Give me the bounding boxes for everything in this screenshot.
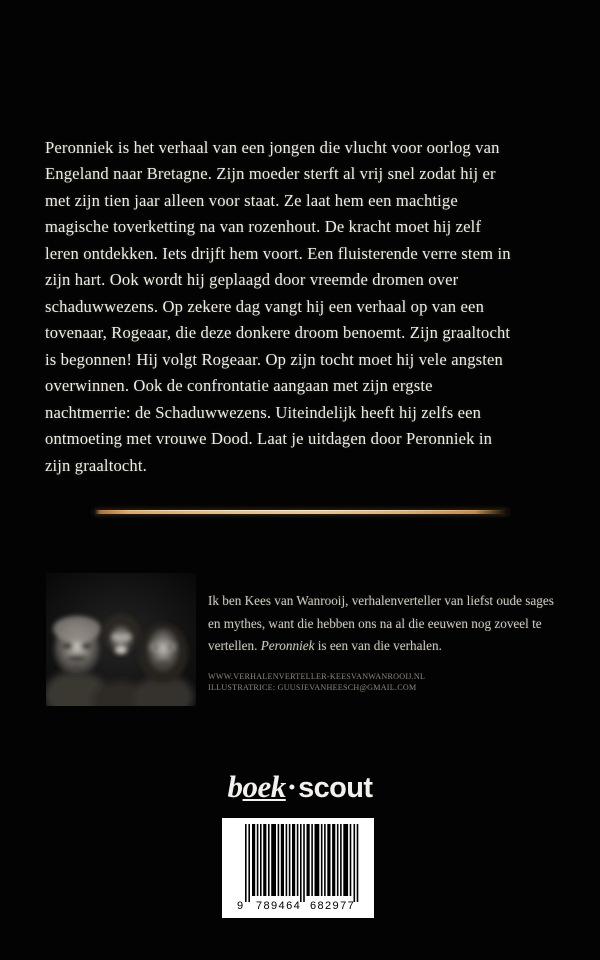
illustrator-email[interactable]: ILLUSTRATRICE: GUUSJEVANHEESCH@GMAIL.COM bbox=[208, 683, 417, 693]
publisher-b: b bbox=[227, 769, 243, 804]
blurb-text: Peronniek is het verhaal van een jongen die vlucht voor oorlog van Engeland naar Bretagne. Zijn moeder sterft al vrij snel zodat hij er met zijn tien jaar alleen voor staat. Ze laat hem een machtige magische toverketting na van rozenhout. De kracht moet hij zelf leren ontdekken. Iets drijft hem voort. Een fluisterende verre stem in zijn hart. Ook wordt hij geplaagd door vreemde dromen over schaduwwezens. Op zekere dag vangt hij een verhaal op van een tovenaar, Rogeaar, die deze donkere droom benoemt. Zijn graaltocht is begonnen! Hij volgt Rogeaar. Op zijn tocht moet hij vele angsten overwinnen. Ook de confrontatie aangaan met zijn ergste nachtmerrie: de Schaduwwezens. Uiteindelijk heeft hij zelfs een ontmoeting met vrouwe Dood. Laat je uitdagen door Peronniek in zijn graaltocht. bbox=[45, 137, 511, 475]
publisher-logo bbox=[0, 768, 600, 807]
author-bio bbox=[208, 590, 556, 657]
barcode-group-left: 789464 bbox=[256, 900, 302, 912]
isbn-barcode bbox=[222, 818, 374, 918]
barcode-digit-left: 9 bbox=[237, 900, 244, 912]
barcode-image bbox=[222, 818, 374, 918]
decorative-divider bbox=[0, 509, 600, 517]
divider-highlight bbox=[96, 510, 504, 511]
author-text-block bbox=[208, 577, 556, 694]
author-photo bbox=[46, 573, 196, 706]
publisher-name-scout: scout bbox=[298, 772, 373, 804]
author-photo-image bbox=[46, 573, 196, 706]
book-title-italic: Peronniek bbox=[260, 638, 315, 653]
author-website[interactable]: WWW.VERHALENVERTELLER-KEESVANWANROOIJ.NL bbox=[208, 671, 426, 681]
publisher-name-boek bbox=[228, 769, 286, 804]
author-bio-part1: Ik ben Kees van Wanrooij, verhalenverteller van liefst oude sages en mythes, want die hebben ons na al die eeuwen nog zoveel te vertellen. bbox=[208, 593, 554, 653]
publisher-oek-underlined: oek bbox=[242, 769, 286, 804]
barcode-group-right: 682977 bbox=[310, 900, 356, 912]
publisher-separator-dot: · bbox=[286, 769, 298, 804]
author-bio-part2: is een van die verhalen. bbox=[314, 638, 442, 653]
contact-info bbox=[208, 671, 556, 694]
